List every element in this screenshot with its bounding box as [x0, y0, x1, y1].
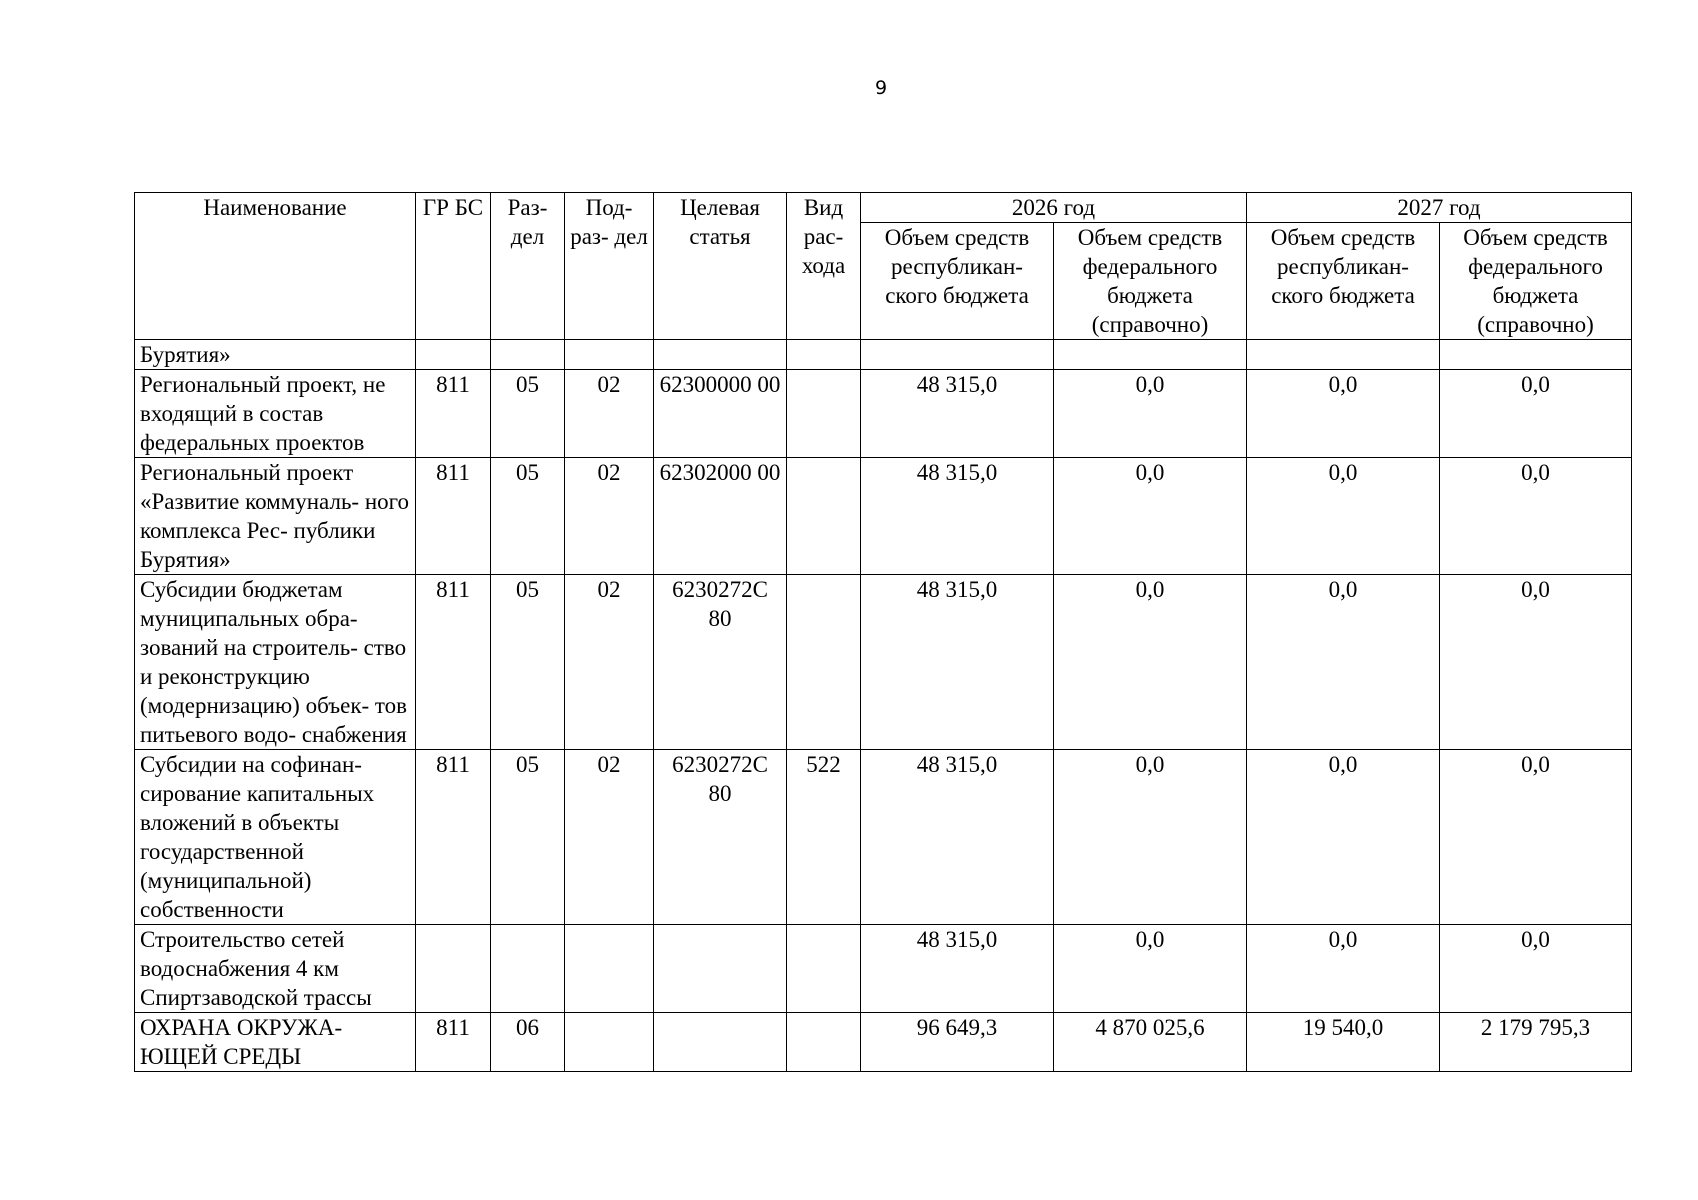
header-name: Наименование [135, 193, 416, 340]
row-grbs [416, 925, 491, 1013]
header-year-2027: 2027 год [1247, 193, 1632, 223]
row-2026-federal: 0,0 [1054, 458, 1247, 575]
table-row [135, 925, 1632, 1013]
row-2027-republic: 0,0 [1247, 458, 1440, 575]
row-razdel: 05 [491, 458, 565, 575]
row-2026-republic: 48 315,0 [861, 458, 1054, 575]
table-row [135, 575, 1632, 750]
table-row [135, 1013, 1632, 1072]
row-2027-federal: 0,0 [1440, 370, 1632, 458]
row-2027-republic: 0,0 [1247, 925, 1440, 1013]
header-grbs: ГР БС [416, 193, 491, 340]
table-row [135, 370, 1632, 458]
row-name: Строительство сетей водоснабжения 4 км Спиртзаводской трассы [135, 925, 416, 1013]
row-name: ОХРАНА ОКРУЖА- ЮЩЕЙ СРЕДЫ [135, 1013, 416, 1072]
table-row [135, 750, 1632, 925]
header-2026-republic-budget: Объем средств республикан- ского бюджета [861, 223, 1054, 340]
row-razdel: 05 [491, 575, 565, 750]
continuation-text: Бурятия» [135, 340, 416, 370]
header-celevaya-statya: Целевая статья [654, 193, 787, 340]
header-2026-federal-budget: Объем средств федерального бюджета (справочно) [1054, 223, 1247, 340]
header-year-2026: 2026 год [861, 193, 1247, 223]
row-2027-republic: 19 540,0 [1247, 1013, 1440, 1072]
row-name: Субсидии бюджетам муниципальных обра- зований на строитель- ство и реконструкцию (модернизацию) объек- тов питьевого водо- снабжения [135, 575, 416, 750]
row-name: Региональный проект «Развитие коммуналь- ного комплекса Рес- публики Бурятия» [135, 458, 416, 575]
header-vid-rashoda: Вид рас- хода [787, 193, 861, 340]
header-podrazdel: Под- раз- дел [565, 193, 654, 340]
row-celevaya-statya: 6230272С 80 [654, 575, 787, 750]
budget-table [134, 192, 1632, 1072]
row-vid-rashoda [787, 575, 861, 750]
row-grbs: 811 [416, 1013, 491, 1072]
row-name: Региональный проект, не входящий в состав федеральных проектов [135, 370, 416, 458]
row-grbs: 811 [416, 750, 491, 925]
row-celevaya-statya [654, 1013, 787, 1072]
row-2026-federal: 0,0 [1054, 575, 1247, 750]
row-2026-federal: 4 870 025,6 [1054, 1013, 1247, 1072]
row-celevaya-statya: 62302000 00 [654, 458, 787, 575]
row-podrazdel: 02 [565, 370, 654, 458]
header-2027-republic-budget: Объем средств республикан- ского бюджета [1247, 223, 1440, 340]
row-2026-republic: 96 649,3 [861, 1013, 1054, 1072]
row-vid-rashoda [787, 370, 861, 458]
row-grbs: 811 [416, 458, 491, 575]
row-2027-federal: 0,0 [1440, 750, 1632, 925]
table-row [135, 458, 1632, 575]
row-2026-federal: 0,0 [1054, 750, 1247, 925]
row-2026-federal: 0,0 [1054, 925, 1247, 1013]
row-vid-rashoda: 522 [787, 750, 861, 925]
row-celevaya-statya [654, 925, 787, 1013]
row-name: Субсидии на софинан- сирование капитальных вложений в объекты государственной (муниципальной) собственности [135, 750, 416, 925]
row-2027-republic: 0,0 [1247, 370, 1440, 458]
row-vid-rashoda [787, 1013, 861, 1072]
row-podrazdel: 02 [565, 458, 654, 575]
row-2027-federal: 2 179 795,3 [1440, 1013, 1632, 1072]
row-grbs: 811 [416, 370, 491, 458]
row-2026-federal: 0,0 [1054, 370, 1247, 458]
row-2027-republic: 0,0 [1247, 750, 1440, 925]
row-2026-republic: 48 315,0 [861, 750, 1054, 925]
page-number: 9 [874, 77, 888, 99]
row-vid-rashoda [787, 458, 861, 575]
header-razdel: Раз- дел [491, 193, 565, 340]
row-2026-republic: 48 315,0 [861, 370, 1054, 458]
row-razdel [491, 925, 565, 1013]
row-podrazdel: 02 [565, 750, 654, 925]
row-grbs: 811 [416, 575, 491, 750]
row-razdel: 06 [491, 1013, 565, 1072]
row-podrazdel [565, 925, 654, 1013]
row-vid-rashoda [787, 925, 861, 1013]
row-razdel: 05 [491, 370, 565, 458]
row-podrazdel: 02 [565, 575, 654, 750]
row-2027-federal: 0,0 [1440, 925, 1632, 1013]
row-2027-republic: 0,0 [1247, 575, 1440, 750]
row-celevaya-statya: 6230272С 80 [654, 750, 787, 925]
row-celevaya-statya: 62300000 00 [654, 370, 787, 458]
row-2026-republic: 48 315,0 [861, 575, 1054, 750]
row-2026-republic: 48 315,0 [861, 925, 1054, 1013]
row-2027-federal: 0,0 [1440, 575, 1632, 750]
header-2027-federal-budget: Объем средств федерального бюджета (справочно) [1440, 223, 1632, 340]
row-razdel: 05 [491, 750, 565, 925]
table-row-continuation [135, 340, 1632, 370]
row-podrazdel [565, 1013, 654, 1072]
row-2027-federal: 0,0 [1440, 458, 1632, 575]
